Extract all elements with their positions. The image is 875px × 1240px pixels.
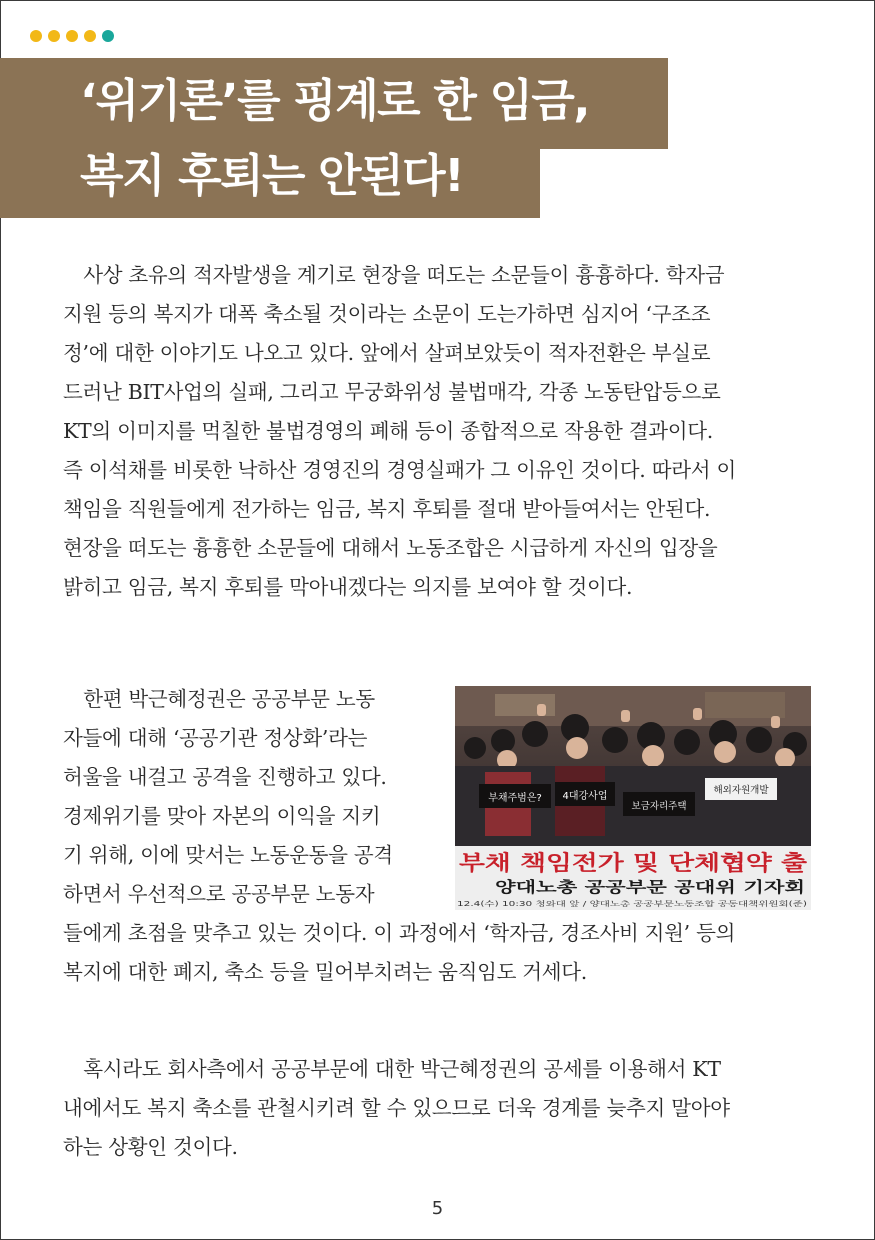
paragraph-line: 지원 등의 복지가 대폭 축소될 것이라는 소문이 도는가하면 심지어 ‘구조조 [63,302,711,326]
title-line-1: ‘위기론’를 핑계로 한 임금, [0,58,668,149]
decor-dot-2 [48,30,60,42]
paragraph-line: 사상 초유의 적자발생을 계기로 현장을 떠도는 소문들이 흉흉하다. 학자금 [63,263,725,287]
decor-dot-5 [102,30,114,42]
paragraph-line: 허울을 내걸고 공격을 진행하고 있다. [63,765,387,789]
paragraph-line: 책임을 직원들에게 전가하는 임금, 복지 후퇴를 절대 받아들여서는 안된다. [63,497,711,521]
paragraph-line: 즉 이석채를 비롯한 낙하산 경영진의 경영실패가 그 이유인 것이다. 따라서 이 [63,458,736,482]
sign-1: 부채주범은? [488,793,542,804]
decor-dot-3 [66,30,78,42]
paragraph-line: 혹시라도 회사측에서 공공부문에 대한 박근혜정권의 공세를 이용해서 KT [63,1057,721,1081]
paragraph-line: 기 위해, 이에 맞서는 노동운동을 공격 [63,843,393,867]
banner-caption: 12.4(수) 10:30 청와대 앞 / 양대노총 공공부문노동조합 공동대책위원회(준) [457,900,691,908]
paragraph-line: 정’에 대한 이야기도 나오고 있다. 앞에서 살펴보았듯이 적자전환은 부실로 [63,341,711,365]
protest-photo [455,686,811,910]
protest-photo-graphic [455,686,811,910]
paragraph-line: KT의 이미지를 먹칠한 불법경영의 폐해 등이 종합적으로 작용한 결과이다. [63,419,713,443]
banner-sub-text: 양대노총 공공부문 공대위 기자회 [495,878,805,896]
decorative-dots [30,30,114,42]
paragraph-line: 드러난 BIT사업의 실패, 그리고 무궁화위성 불법매각, 각종 노동탄압등으로 [63,380,721,404]
title-line-2: 복지 후퇴는 안된다! [0,149,540,218]
paragraph-line: 내에서도 복지 축소를 관철시키려 할 수 있으므로 더욱 경계를 늦추지 말아야 [63,1096,730,1120]
paragraph-line: 현장을 떠도는 흉흉한 소문들에 대해서 노동조합은 시급하게 자신의 입장을 [63,536,718,560]
paragraph-line: 복지에 대한 폐지, 축소 등을 밀어부치려는 움직임도 거세다. [63,960,588,984]
paragraph-line: 들에게 초점을 맞추고 있는 것이다. 이 과정에서 ‘학자금, 경조사비 지원’ 등의 [63,921,736,945]
paragraph-line: 하면서 우선적으로 공공부문 노동자 [63,882,375,906]
paragraph-line: 자들에 대해 ‘공공기관 정상화’라는 [63,726,368,750]
paragraph-2-full [63,914,735,992]
paragraph-line: 한편 박근혜정권은 공공부문 노동 [63,687,375,711]
banner-main-text: 부채 책임전가 및 단체협약 출 [459,851,808,875]
paragraph-line: 경제위기를 맞아 자본의 이익을 지키 [63,804,381,828]
paragraph-line: 하는 상황인 것이다. [63,1135,238,1159]
paragraph-1 [63,256,736,607]
paragraph-3 [63,1050,730,1167]
sign-4: 해외자원개발 [713,785,769,796]
decor-dot-4 [84,30,96,42]
decor-dot-1 [30,30,42,42]
paragraph-2-beside-photo [63,680,393,914]
sign-2: 4대강사업 [562,791,608,802]
sign-3: 보금자리주택 [631,801,687,812]
page-number: 5 [431,1198,444,1219]
paragraph-line: 밝히고 임금, 복지 후퇴를 막아내겠다는 의지를 보여야 할 것이다. [63,575,633,599]
